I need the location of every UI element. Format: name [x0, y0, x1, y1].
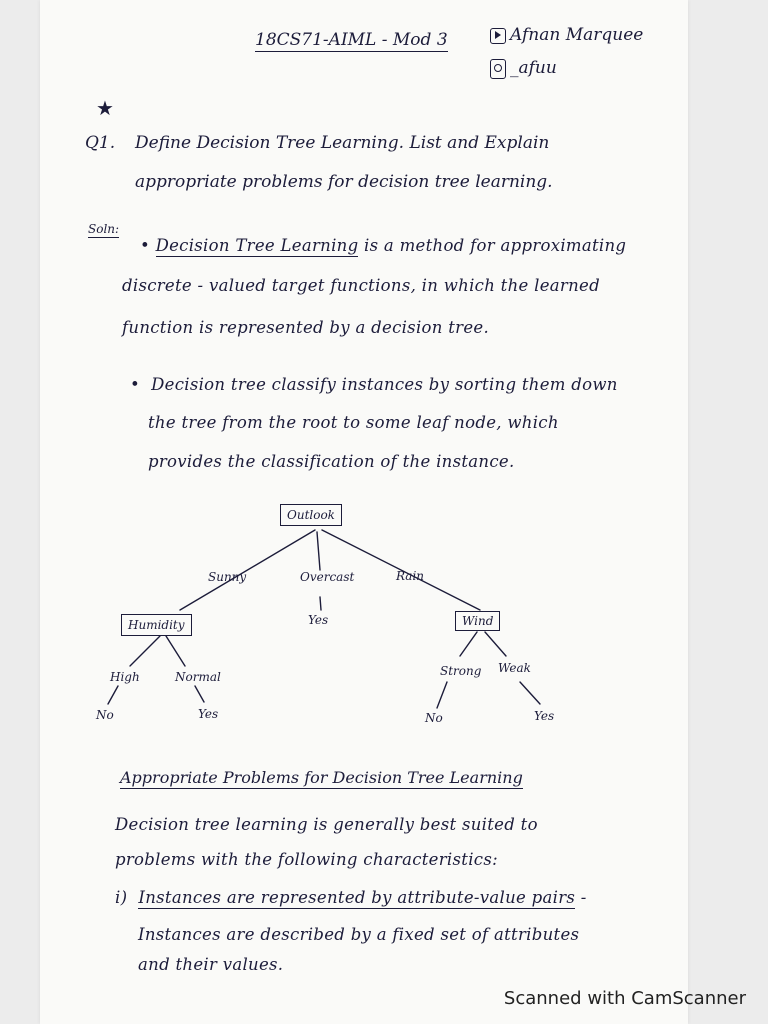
edge-humidity-normal	[166, 636, 185, 666]
item-1-title: Instances are represented by attribute-value pairs	[138, 888, 576, 907]
star-mark: ★	[96, 96, 114, 120]
edge-weak-yes	[520, 682, 540, 704]
label-weak: Weak	[498, 661, 531, 675]
edge-wind-weak	[485, 632, 506, 656]
node-outlook: Outlook	[280, 504, 342, 526]
solution-para1-line2: discrete - valued target functions, in which the learned	[122, 276, 600, 295]
camscanner-watermark: Scanned with CamScanner	[503, 988, 746, 1009]
edge-wind-strong	[460, 632, 477, 656]
leaf-normal-yes: Yes	[198, 707, 219, 721]
leaf-high-no: No	[96, 708, 114, 722]
term-decision-tree-learning: Decision Tree Learning	[155, 236, 359, 255]
module-title: 18CS71-AIML - Mod 3	[255, 30, 448, 50]
question-line-2: appropriate problems for decision tree learning.	[135, 172, 553, 192]
problems-line-2: problems with the following characteristics:	[115, 850, 498, 869]
problems-heading: Appropriate Problems for Decision Tree Learning	[120, 768, 523, 787]
label-sunny: Sunny	[208, 570, 247, 584]
label-rain: Rain	[396, 569, 425, 583]
solution-para2-line1: • Decision tree classify instances by sorting them down	[130, 375, 618, 394]
solution-para1-line1: • Decision Tree Learning is a method for approximating	[140, 236, 627, 255]
label-strong: Strong	[440, 664, 482, 678]
edge-high-no	[108, 686, 118, 704]
problems-item-1-line-2: Instances are described by a fixed set of attributes	[138, 925, 580, 944]
edge-outlook-sunny	[180, 530, 315, 610]
question-number: Q1.	[85, 133, 116, 153]
label-overcast: Overcast	[300, 570, 355, 584]
problems-item-1-line-3: and their values.	[138, 955, 284, 974]
question-line-1: Define Decision Tree Learning. List and Explain	[135, 133, 550, 153]
youtube-credit: Afnan Marquee	[490, 25, 643, 45]
edge-outlook-overcast	[317, 532, 320, 570]
node-humidity: Humidity	[121, 614, 192, 636]
label-high: High	[110, 670, 140, 684]
leaf-overcast-yes: Yes	[308, 613, 329, 627]
solution-para2-line3: provides the classification of the instance.	[148, 452, 515, 471]
node-wind: Wind	[455, 611, 500, 631]
leaf-strong-no: No	[425, 711, 443, 725]
edge-overcast-yes	[320, 597, 321, 610]
solution-para2-line2: the tree from the root to some leaf node, which	[148, 413, 559, 432]
problems-line-1: Decision tree learning is generally best suited to	[115, 815, 538, 834]
edge-normal-yes	[195, 686, 204, 702]
label-normal: Normal	[175, 670, 221, 684]
instagram-credit: _afuu	[490, 58, 557, 79]
solution-label: Soln:	[88, 222, 120, 236]
problems-item-1: i) Instances are represented by attribute-value pairs -	[115, 888, 587, 907]
leaf-weak-yes: Yes	[534, 709, 555, 723]
edge-humidity-high	[130, 636, 160, 666]
edge-strong-no	[437, 682, 447, 708]
solution-para1-line3: function is represented by a decision tree.	[122, 318, 490, 337]
